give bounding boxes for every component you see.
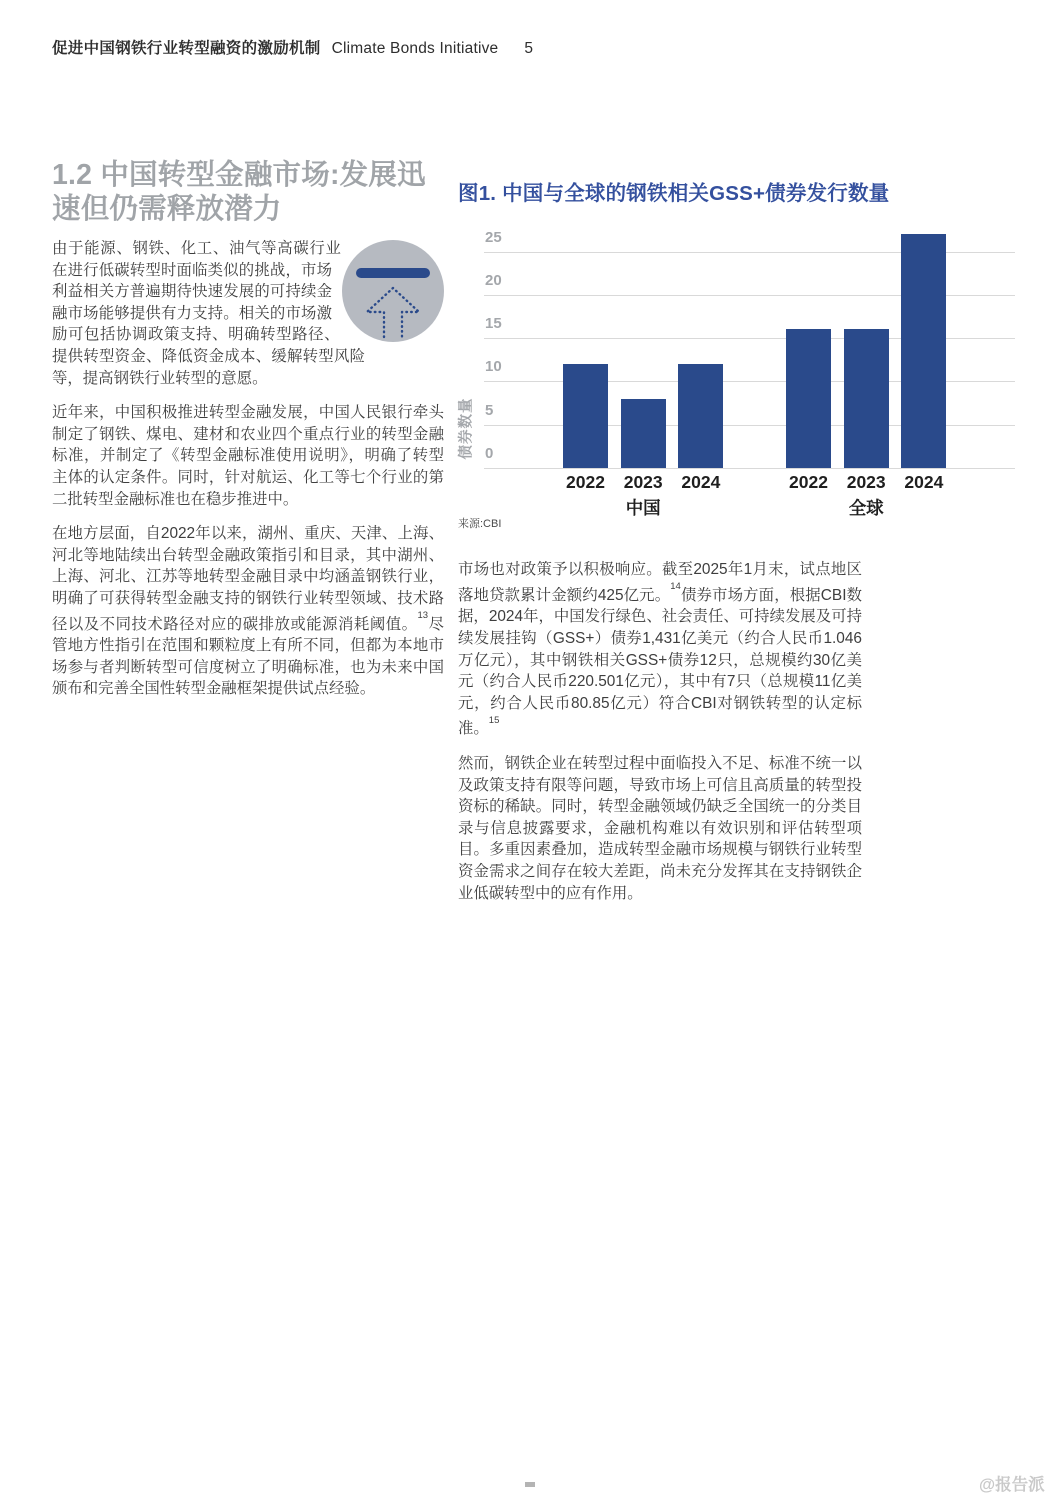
page-number: 5 (524, 40, 533, 57)
paragraph-2-text: 近年来，中国积极推进转型金融发展，中国人民银行牵头制定了钢铁、煤电、建材和农业四个重点行业的转型金融标准，并制定了《转型金融标准使用说明》，明确了转型主体的认定条件。同时，针对航运、化工等七个行业的第二批转型金融标准也在稳步推进中。 (52, 404, 444, 508)
bar-中国-2022 (563, 364, 608, 468)
paragraph-5-text: 然而，钢铁企业在转型过程中面临投入不足、标准不统一以及政策支持有限等问题，导致市场上可信且高质量的转型投资标的稀缺。同时，转型金融领域仍缺乏全国统一的分类目录与信息披露要求，金融机构难以有效识别和评估转型项目。多重因素叠加，造成转型金融市场规模与钢铁行业转型资金需求之间存在较大差距，尚未充分发挥其在支持钢铁企业低碳转型中的应有作用。 (458, 755, 862, 902)
paragraph-4 (458, 559, 862, 740)
paragraph-1-text: 由于能源、钢铁、化工、油气等高碳行业在进行低碳转型时面临类似的挑战，市场利益相关方普遍期待快速发展的可持续金融市场能够提供有力支持。相关的市场激励可包括协调政策支持、明确转型路径、提供转型资金、降低资金成本、缓解转型风险等，提高钢铁行业转型的意愿。 (52, 240, 366, 387)
bar-中国-2023 (621, 399, 666, 468)
paragraph-1 (52, 238, 444, 389)
y-tick-label-15: 15 (485, 315, 502, 333)
paragraph-3-text-a: 在地方层面，自2022年以来，湖州、重庆、天津、上海、河北等地陆续出台转型金融政策指引和目录，其中湖州、上海、河北、江苏等地转型金融目录中均涵盖钢铁行业，明确了可获得转型金融支持的钢铁行业转型领域、技术路径以及不同技术路径对应的碳排放或能源消耗阈值。 (52, 525, 444, 633)
bar-全球-2024 (901, 234, 946, 468)
footnote-ref-14[interactable]: 14 (670, 581, 681, 593)
footnote-ref-15[interactable]: 15 (488, 714, 500, 726)
x-tick-label-全球-2023: 2023 (846, 472, 886, 492)
x-tick-label-中国-2024: 2024 (681, 472, 721, 492)
x-tick-label-中国-2023: 2023 (623, 472, 663, 492)
figure-title: 图1. 中国与全球的钢铁相关GSS+债券发行数量 (458, 182, 890, 205)
footer-mark (525, 1482, 535, 1487)
group-label-中国: 中国 (625, 498, 661, 518)
header-title-zh: 促进中国钢铁行业转型融资的激励机制 (52, 40, 321, 57)
y-axis-title: 债券数量 (458, 397, 475, 460)
bar-chart (458, 219, 1015, 529)
header-title-en: Climate Bonds Initiative (331, 40, 499, 57)
x-tick-label-中国-2022: 2022 (566, 472, 605, 492)
paragraph-4-text-a: 市场也对政策予以积极响应。截至2025年1月末，试点地区落地贷款累计金额约425亿元。 (458, 561, 862, 604)
paragraph-4-text-b: 债券市场方面，根据CBI数据，2024年，中国发行绿色、社会责任、可持续发展及可持续发展挂钩（GSS+）债券1,431亿美元（约合人民币1.046万亿元），其中钢铁相关GSS+债券12只，总规模约30亿美元（约合人民币220.501亿元），其中有7只（总规模11亿美元，约合人民币80.85亿元）符合CBI对钢铁转型的认定标准。 (458, 586, 863, 738)
x-tick-label-全球-2022: 2022 (789, 472, 828, 492)
y-tick-label-10: 10 (485, 358, 502, 376)
page-header (52, 36, 1012, 58)
y-tick-label-25: 25 (485, 228, 502, 246)
watermark: @报告派 (979, 1476, 1045, 1494)
footnote-ref-13[interactable]: 13 (417, 610, 429, 621)
y-tick-label-20: 20 (485, 271, 502, 289)
x-tick-label-全球-2024: 2024 (904, 472, 944, 492)
y-tick-label-5: 5 (485, 401, 494, 419)
gridline-0 (484, 468, 1015, 469)
section-heading: 1.2 中国转型金融市场:发展迅速但仍需释放潜力 (52, 159, 426, 225)
transition-arrow-icon (342, 240, 444, 342)
paragraph-3-text-b: 尽管地方性指引在范围和颗粒度上有所不同，但都为本地市场参与者判断转型可信度树立了明确标准，也为未来中国颁布和完善全国性转型金融框架提供试点经验。 (52, 615, 444, 698)
bar-中国-2024 (678, 364, 723, 468)
bar-全球-2023 (844, 329, 889, 468)
chart-source-note: 来源:CBI (458, 518, 502, 530)
bar-全球-2022 (786, 329, 831, 468)
right-column (458, 176, 1015, 904)
left-column (52, 158, 444, 700)
paragraph-2 (52, 402, 444, 510)
paragraph-5 (458, 753, 862, 904)
group-label-全球: 全球 (848, 498, 884, 518)
paragraph-3 (52, 523, 444, 700)
y-tick-label-0: 0 (485, 445, 494, 462)
